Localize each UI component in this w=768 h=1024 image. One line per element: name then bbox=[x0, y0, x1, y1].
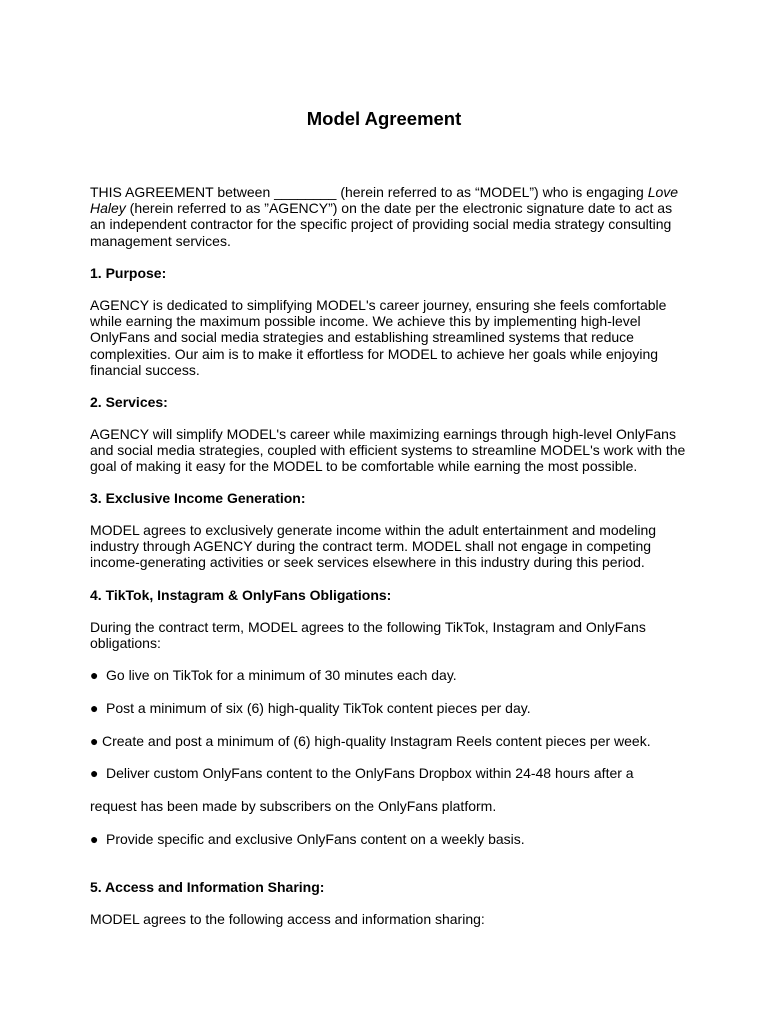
paragraph-line: MODEL agrees to the following access and information sharing: bbox=[90, 911, 485, 927]
list-item: ● Go live on TikTok for a minimum of 30 minutes each day. bbox=[90, 667, 457, 683]
paragraph-line: income-generating activities or seek services elsewhere in this industry during this period. bbox=[90, 554, 645, 571]
list-item: ● Post a minimum of six (6) high-quality TikTok content pieces per day. bbox=[90, 700, 531, 716]
paragraph-line: industry through AGENCY during the contract term. MODEL shall not engage in competing bbox=[90, 538, 652, 555]
paragraph-line: AGENCY is dedicated to simplifying MODEL's career journey, ensuring she feels comfortable bbox=[90, 297, 667, 313]
list-item: ● Deliver custom OnlyFans content to the OnlyFans Dropbox within 24-48 hours after a bbox=[90, 765, 634, 781]
list-item: ● Create and post a minimum of (6) high-quality Instagram Reels content pieces per week. bbox=[90, 733, 651, 749]
paragraph-line: obligations: bbox=[90, 635, 161, 652]
bullet-icon: ● bbox=[90, 733, 99, 749]
section-3-heading: 3. Exclusive Income Generation: bbox=[90, 490, 306, 506]
section-2-paragraph bbox=[90, 426, 690, 475]
section-1-heading: 1. Purpose: bbox=[90, 265, 167, 281]
section-4-paragraph bbox=[90, 619, 690, 651]
paragraph-line: complexities. Our aim is to make it effortless for MODEL to achieve her goals while enjoying bbox=[90, 345, 659, 362]
paragraph-line: financial success. bbox=[90, 361, 200, 378]
section-5-paragraph bbox=[90, 911, 690, 927]
paragraph-line: MODEL agrees to exclusively generate income within the adult entertainment and modeling bbox=[90, 522, 657, 538]
list-item: ● Provide specific and exclusive OnlyFans content on a weekly basis. bbox=[90, 831, 525, 847]
bullet-icon: ● bbox=[90, 700, 99, 716]
intro-line-1: THIS AGREEMENT between ________ (herein referred to as “MODEL”) who is engaging Love bbox=[90, 184, 679, 200]
intro-line-4: management services. bbox=[90, 232, 231, 249]
paragraph-line: OnlyFans and social media strategies and establishing streamlined systems that reduce bbox=[90, 329, 634, 346]
paragraph-line: AGENCY will simplify MODEL's career while maximizing earnings through high-level OnlyFans bbox=[90, 426, 676, 442]
intro-line-2: Haley (herein referred to as ”AGENCY”) on the date per the electronic signature date to act as bbox=[90, 200, 673, 217]
section-2-heading: 2. Services: bbox=[90, 394, 168, 410]
list-item-continuation: request has been made by subscribers on the OnlyFans platform. bbox=[90, 798, 497, 814]
paragraph-line: goal of making it easy for the MODEL to be comfortable while earning the most possible. bbox=[90, 458, 638, 475]
bullet-icon: ● bbox=[90, 667, 99, 683]
intro-paragraph bbox=[90, 184, 690, 249]
paragraph-line: During the contract term, MODEL agrees to the following TikTok, Instagram and OnlyFans bbox=[90, 619, 646, 635]
section-4-heading: 4. TikTok, Instagram & OnlyFans Obligations: bbox=[90, 587, 392, 603]
paragraph-line: and social media strategies, coupled with efficient systems to streamline MODEL's work with the bbox=[90, 442, 686, 459]
section-1-paragraph bbox=[90, 297, 690, 378]
bullet-icon: ● bbox=[90, 831, 99, 847]
section-3-paragraph bbox=[90, 522, 690, 571]
bullet-icon: ● bbox=[90, 765, 99, 781]
intro-line-3: an independent contractor for the specific project of providing social media strategy consulting bbox=[90, 216, 672, 233]
document-title: Model Agreement bbox=[306, 108, 462, 129]
section-5-heading: 5. Access and Information Sharing: bbox=[90, 879, 325, 895]
paragraph-line: while earning the maximum possible income. We achieve this by implementing high-level bbox=[90, 313, 641, 330]
